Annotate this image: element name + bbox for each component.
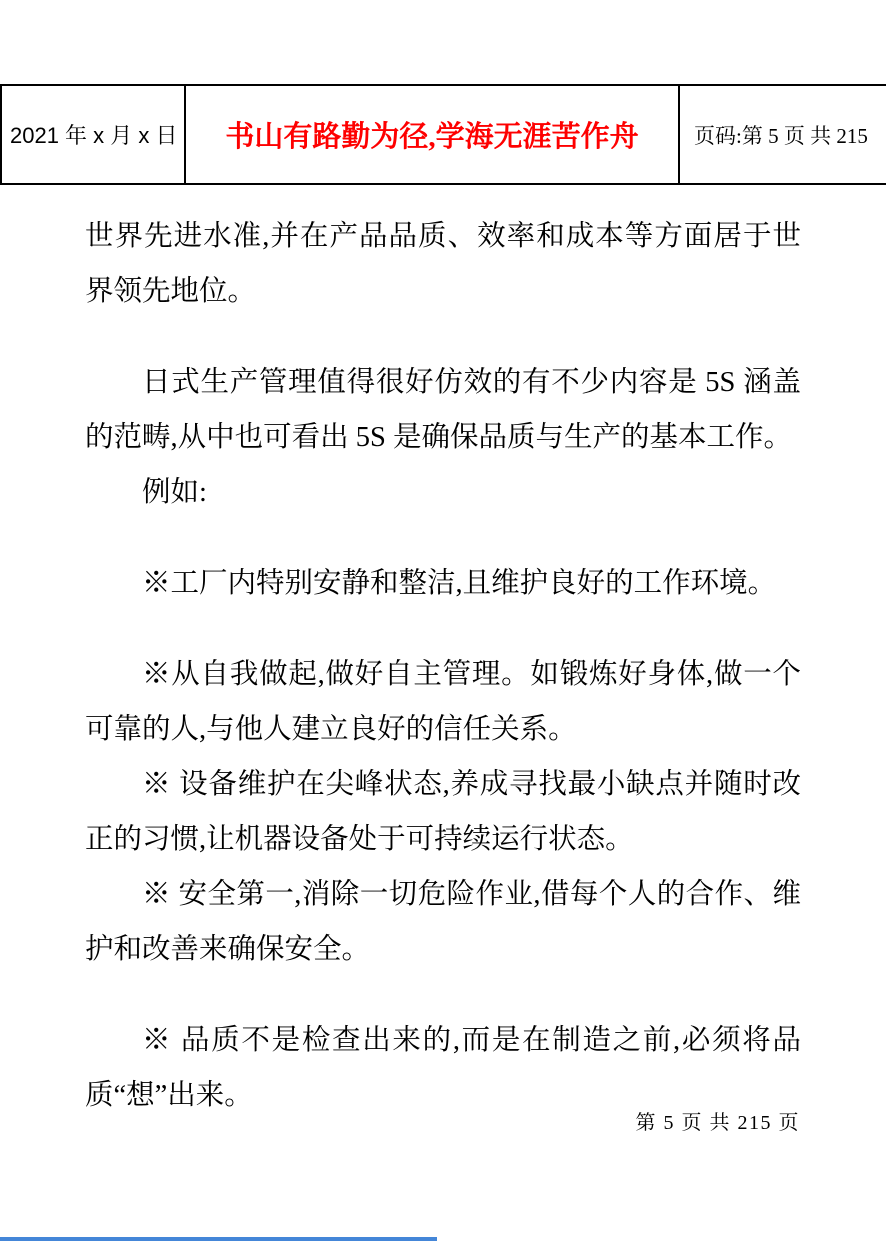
header-date-text: 2021 年 x 月 x 日 bbox=[10, 123, 178, 148]
header-pageinfo-text: 页码:第 5 页 共 215 bbox=[694, 123, 868, 148]
header-pageinfo-cell bbox=[680, 86, 886, 183]
body-paragraph: ※ 品质不是检查出来的,而是在制造之前,必须将品质“想”出来。 bbox=[85, 1025, 801, 1111]
body-paragraph: 日式生产管理值得很好仿效的有不少内容是 5S 涵盖的范畴,从中也可看出 5S 是确保品质与生产的基本工作。 bbox=[85, 367, 801, 453]
page-footer-text: 第 5 页 共 215 页 bbox=[635, 1112, 800, 1134]
header-motto-text: 书山有路勤为径,学海无涯苦作舟 bbox=[225, 121, 639, 153]
horizontal-scrollbar-thumb[interactable] bbox=[0, 1237, 437, 1241]
body-paragraph: ※ 安全第一,消除一切危险作业,借每个人的合作、维护和改善来确保安全。 bbox=[85, 879, 801, 965]
document-body bbox=[85, 209, 801, 1123]
page-footer bbox=[636, 1106, 801, 1135]
header-date-cell bbox=[2, 86, 186, 183]
body-paragraph: ※ 设备维护在尖峰状态,养成寻找最小缺点并随时改正的习惯,让机器设备处于可持续运行状态。 bbox=[85, 769, 801, 855]
body-paragraph: ※从自我做起,做好自主管理。如锻炼好身体,做一个可靠的人,与他人建立良好的信任关系。 bbox=[85, 659, 801, 745]
header-table bbox=[0, 84, 886, 185]
body-paragraph: ※工厂内特别安静和整洁,且维护良好的工作环境。 bbox=[142, 568, 777, 599]
body-paragraph: 世界先进水准,并在产品品质、效率和成本等方面居于世界领先地位。 bbox=[85, 221, 801, 307]
body-paragraph: 例如: bbox=[142, 477, 207, 508]
header-motto-cell bbox=[186, 86, 680, 183]
